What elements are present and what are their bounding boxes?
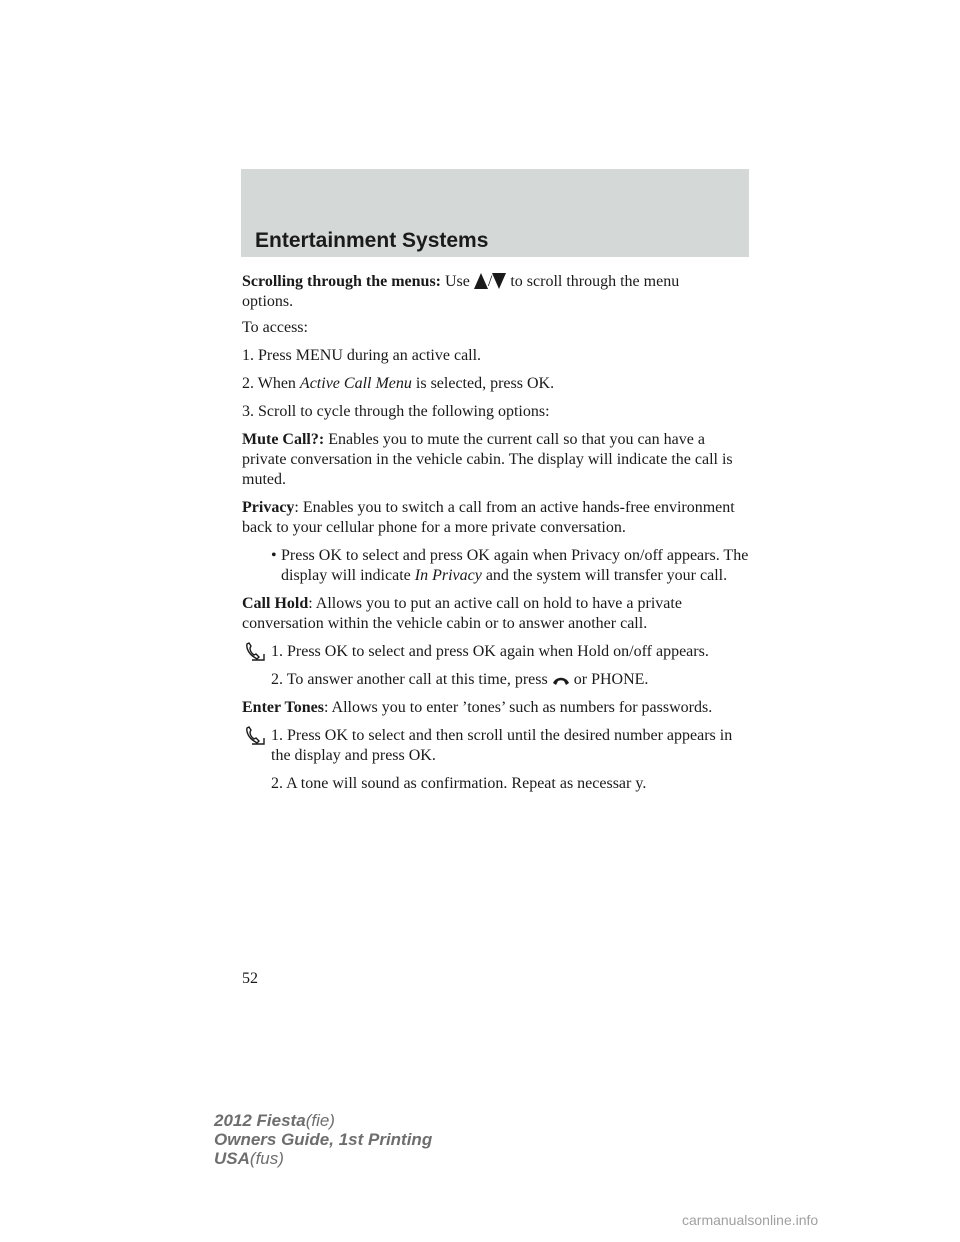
footer-model: 2012 Fiesta bbox=[214, 1111, 306, 1130]
call-hold-paragraph bbox=[242, 594, 752, 634]
enter-tones-label: Enter Tones bbox=[242, 699, 324, 716]
access-step-2 bbox=[242, 374, 752, 394]
privacy-label: Privacy bbox=[242, 499, 295, 516]
mute-call-paragraph bbox=[242, 430, 752, 490]
mute-call-label: Mute Call?: bbox=[242, 431, 325, 448]
section-header bbox=[241, 169, 749, 257]
enter-tones-step-2: 2. A tone will sound as confirmation. Repeat as necessar y. bbox=[271, 775, 647, 792]
privacy-bullet-post: and the system will transfer your call. bbox=[481, 567, 728, 584]
call-hold-step-1-text: 1. Press OK to select and press OK again when Hold on/off appears. bbox=[271, 643, 709, 660]
to-access-heading: To access: bbox=[242, 319, 308, 336]
privacy-bullet-text bbox=[281, 546, 752, 586]
call-hold-step-2-post: or PHONE. bbox=[569, 671, 649, 688]
page-number: 52 bbox=[242, 970, 258, 987]
access-step-2-post: is selected, press OK. bbox=[411, 375, 555, 392]
enter-tones-text: : Allows you to enter ’tones’ such as numbers for passwords. bbox=[323, 699, 713, 716]
access-step-3: 3. Scroll to cycle through the following options: bbox=[242, 403, 550, 420]
enter-tones-step-1-text: 1. Press OK to select and then scroll until the desired number appears in the display and press OK. bbox=[271, 727, 733, 764]
site-watermark: carmanualsonline.info bbox=[682, 1212, 819, 1228]
call-hold-label: Call Hold bbox=[242, 595, 309, 612]
footer-market-code: (fus) bbox=[249, 1149, 284, 1168]
scrolling-use: Use bbox=[445, 273, 470, 290]
phone-line-icon bbox=[244, 726, 266, 746]
scrolling-rest: to scroll through the menu bbox=[510, 273, 680, 290]
access-step-2-pre: 2. When bbox=[242, 375, 300, 392]
privacy-bullet-item bbox=[242, 546, 752, 586]
scrolling-label: Scrolling through the menus: bbox=[242, 273, 441, 290]
footer-model-code: (fie) bbox=[305, 1111, 335, 1130]
bullet-marker: • bbox=[271, 547, 277, 564]
arrow-down-icon bbox=[492, 273, 506, 289]
document-footer bbox=[214, 1111, 432, 1168]
call-hold-step-1 bbox=[242, 642, 752, 662]
privacy-bullet-pre: Press OK to select and press OK again when Privacy on/off appears. The display will indicate bbox=[281, 547, 749, 584]
scrolling-paragraph bbox=[242, 272, 752, 312]
mute-call-text: Enables you to mute the current call so that you can have a private conversation in the vehicle cabin. The display will indicate the call is muted. bbox=[242, 431, 733, 488]
phone-line-icon bbox=[244, 642, 266, 662]
call-hold-step-2-pre: 2. To answer another call at this time, press bbox=[271, 671, 552, 688]
privacy-text: : Enables you to switch a call from an active hands-free environment back to your cellular phone for a more private conversation. bbox=[242, 499, 735, 536]
privacy-paragraph bbox=[242, 498, 752, 538]
phone-handset-icon bbox=[552, 675, 570, 687]
enter-tones-paragraph bbox=[242, 698, 752, 718]
in-privacy-term: In Privacy bbox=[414, 567, 482, 584]
footer-line-2: Owners Guide, 1st Printing bbox=[214, 1130, 433, 1149]
footer-line-1 bbox=[214, 1111, 432, 1130]
scrolling-cont: options. bbox=[242, 293, 294, 310]
arrow-up-icon bbox=[474, 273, 488, 289]
section-title: Entertainment Systems bbox=[255, 229, 489, 252]
scrolling-slash: / bbox=[487, 273, 493, 290]
call-hold-step-2 bbox=[242, 670, 752, 690]
enter-tones-step-1 bbox=[242, 726, 752, 766]
footer-market: USA bbox=[214, 1149, 250, 1168]
active-call-menu-term: Active Call Menu bbox=[299, 375, 412, 392]
manual-content bbox=[242, 272, 752, 802]
footer-line-3 bbox=[214, 1149, 432, 1168]
call-hold-text: : Allows you to put an active call on hold to have a private conversation within the vehicle cabin or to answer another call. bbox=[242, 595, 682, 632]
access-step-1: 1. Press MENU during an active call. bbox=[242, 347, 482, 364]
